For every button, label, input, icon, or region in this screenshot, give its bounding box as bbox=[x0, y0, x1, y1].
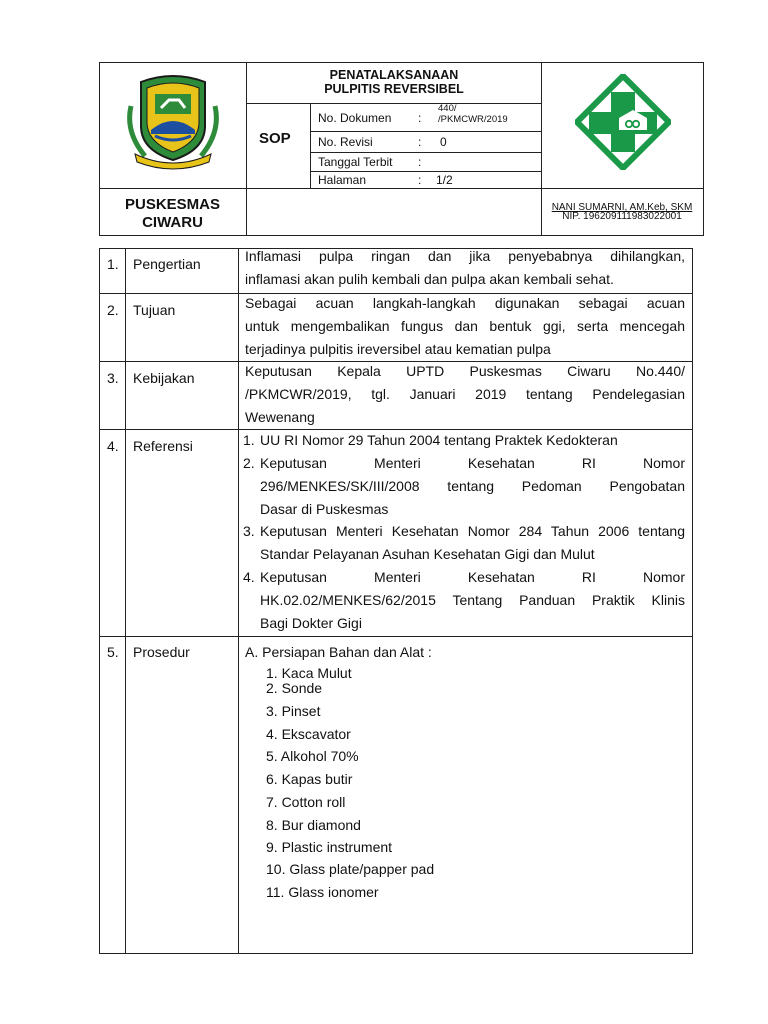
section-line: untuk mengembalikan fungus dan bentuk ggi, serta mencegah bbox=[245, 318, 685, 334]
org-name-line2: CIWARU bbox=[142, 214, 203, 231]
field-no-dokumen-label: No. Dokumen bbox=[318, 111, 392, 125]
section-line: Keputusan Kepala UPTD Puskesmas Ciwaru No.440/ bbox=[245, 363, 685, 379]
procedure-item: 11. Glass ionomer bbox=[266, 884, 379, 900]
section-line: Inflamasi pulpa ringan dan jika penyebabnya dihilangkan, bbox=[245, 248, 685, 264]
reference-number: 2. bbox=[243, 455, 255, 471]
section-line: terjadinya pulpitis ireversibel atau kematian pulpa bbox=[245, 341, 551, 357]
procedure-item: 10. Glass plate/papper pad bbox=[266, 861, 435, 877]
reference-number: 3. bbox=[243, 523, 255, 539]
section-title-referensi: Referensi bbox=[133, 438, 193, 454]
signer-nip: NIP. 196209111983022001 bbox=[562, 211, 682, 222]
section-number: 5. bbox=[107, 644, 119, 660]
field-no-revisi-label: No. Revisi bbox=[318, 135, 373, 149]
field-halaman-value: 1/2 bbox=[436, 173, 453, 187]
procedure-item: 4. Ekscavator bbox=[266, 726, 351, 742]
procedure-item: 6. Kapas butir bbox=[266, 771, 353, 787]
field-halaman-sep: : bbox=[418, 173, 422, 187]
procedure-item: 9. Plastic instrument bbox=[266, 839, 393, 855]
section-number: 2. bbox=[107, 302, 119, 318]
section-title-kebijakan: Kebijakan bbox=[133, 370, 195, 386]
field-no-dokumen-value-1: 440/ bbox=[438, 103, 457, 114]
field-no-revisi-sep: : bbox=[418, 135, 422, 149]
reference-line: Bagi Dokter Gigi bbox=[260, 615, 362, 631]
procedure-item: 3. Pinset bbox=[266, 703, 321, 719]
field-tanggal-label: Tanggal Terbit bbox=[318, 155, 393, 169]
section-line: /PKMCWR/2019, tgl. Januari 2019 tentang Pendelegasian bbox=[245, 386, 685, 402]
section-line: Wewenang bbox=[245, 409, 315, 425]
procedure-item: 5. Alkohol 70% bbox=[266, 748, 359, 764]
doc-title-line1: PENATALAKSANAAN bbox=[329, 68, 459, 82]
reference-line: HK.02.02/MENKES/62/2015 Tentang Panduan Praktik Klinis bbox=[260, 592, 685, 608]
field-tanggal-sep: : bbox=[418, 155, 422, 169]
reference-line: 296/MENKES/SK/III/2008 tentang Pedoman Pengobatan bbox=[260, 478, 685, 494]
procedure-subheading: A. Persiapan Bahan dan Alat : bbox=[245, 644, 432, 660]
section-title-pengertian: Pengertian bbox=[133, 256, 201, 272]
section-title-prosedur: Prosedur bbox=[133, 644, 190, 660]
reference-number: 4. bbox=[243, 569, 255, 585]
sop-label: SOP bbox=[259, 130, 291, 147]
section-title-tujuan: Tujuan bbox=[133, 302, 176, 318]
field-no-dokumen-value-2: /PKMCWR/2019 bbox=[438, 114, 508, 125]
reference-line: Dasar di Puskesmas bbox=[260, 501, 389, 517]
section-number: 4. bbox=[107, 438, 119, 454]
reference-line: Keputusan Menteri Kesehatan RI Nomor bbox=[260, 569, 685, 585]
field-halaman-label: Halaman bbox=[318, 173, 367, 187]
signer-name: NANI SUMARNI, AM.Keb, SKM bbox=[551, 202, 693, 213]
section-number: 1. bbox=[107, 256, 119, 272]
section-line: inflamasi akan pulih kembali dan pulpa akan kembali sehat. bbox=[245, 271, 614, 287]
reference-line: Keputusan Menteri Kesehatan RI Nomor bbox=[260, 455, 685, 471]
section-number: 3. bbox=[107, 370, 119, 386]
procedure-item: 1. Kaca Mulut bbox=[266, 665, 352, 681]
field-no-revisi-value: 0 bbox=[440, 135, 447, 149]
section-line: Sebagai acuan langkah-langkah digunakan sebagai acuan bbox=[245, 295, 685, 311]
doc-title-line2: PULPITIS REVERSIBEL bbox=[324, 82, 464, 96]
field-no-dokumen-sep: : bbox=[418, 111, 422, 125]
reference-line: Keputusan Menteri Kesehatan Nomor 284 Tahun 2006 tentang bbox=[260, 523, 685, 539]
procedure-item: 8. Bur diamond bbox=[266, 817, 361, 833]
reference-line: Standar Pelayanan Asuhan Kesehatan Gigi dan Mulut bbox=[260, 546, 595, 562]
org-name-line1: PUSKESMAS bbox=[124, 196, 221, 213]
procedure-item: 7. Cotton roll bbox=[266, 794, 346, 810]
procedure-item: 2. Sonde bbox=[266, 680, 323, 696]
reference-line: UU RI Nomor 29 Tahun 2004 tentang Praktek Kedokteran bbox=[260, 432, 618, 448]
reference-number: 1. bbox=[243, 432, 255, 448]
